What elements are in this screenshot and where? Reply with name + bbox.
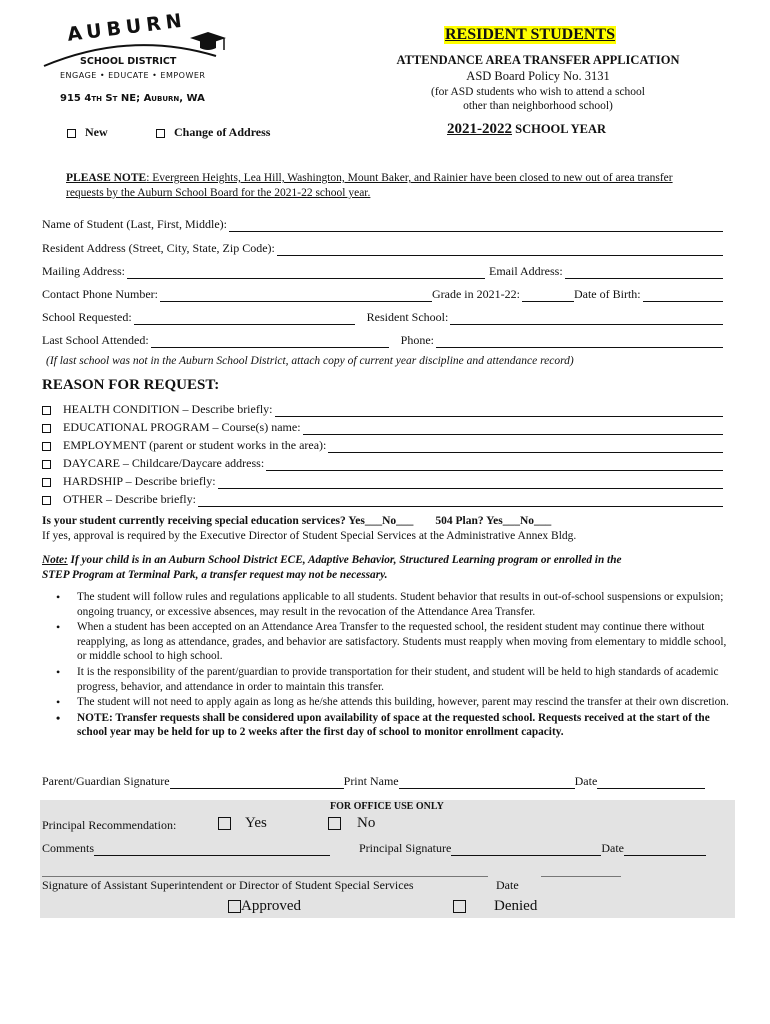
reason-label: HARDSHIP – Describe briefly:	[63, 474, 216, 488]
email-field[interactable]	[565, 267, 723, 279]
school-year-suffix: SCHOOL YEAR	[512, 122, 607, 136]
change-address-checkbox[interactable]	[156, 129, 165, 138]
rule-item: • The student will not need to apply again as long as he/she attends this building, however, parent may rescind the transfer at their own discretion.	[42, 695, 730, 710]
change-address-label: Change of Address	[174, 125, 271, 139]
please-note-text-2: requests by the Auburn School Board for the 2021-22 school year.	[66, 187, 371, 199]
denied-checkbox[interactable]	[453, 900, 466, 913]
reason-checkbox[interactable]	[42, 460, 51, 469]
reason-option[interactable]	[42, 456, 723, 471]
special-ed-approval: If yes, approval is required by the Executive Director of Student Special Services at the Administrative Annex Bldg.	[42, 530, 577, 542]
parent-signature-field[interactable]	[170, 788, 344, 789]
policy-number: ASD Board Policy No. 3131	[466, 69, 610, 83]
dob-field[interactable]	[643, 290, 723, 302]
district-address: 915 4th St NE; Auburn, WA	[60, 93, 205, 104]
comments-label: Comments	[42, 841, 95, 855]
principal-date-label: Date	[601, 841, 624, 855]
reason-checkbox[interactable]	[42, 478, 51, 487]
school-phone-field[interactable]	[436, 336, 723, 348]
logo-district: SCHOOL DISTRICT	[80, 56, 177, 67]
reason-field[interactable]	[198, 495, 723, 507]
office-use-heading: FOR OFFICE USE ONLY	[330, 801, 444, 812]
signature-date-label: Date	[574, 774, 598, 788]
logo-tagline: ENGAGE • EDUCATE • EMPOWER	[60, 71, 206, 80]
school-requested-label: School Requested:	[42, 310, 132, 324]
eligibility-note-2: other than neighborhood school)	[463, 100, 613, 112]
special-ed-text: Is your student currently receiving special education services? Yes___No___	[42, 515, 414, 527]
asst-signature-label: Signature of Assistant Superintendent or Director of Student Special Services	[42, 878, 414, 892]
principal-signature-field[interactable]	[451, 855, 601, 856]
principal-signature-label: Principal Signature	[359, 841, 452, 855]
change-address-option[interactable]	[156, 125, 270, 140]
print-name-label: Print Name	[343, 774, 399, 788]
recommend-no-checkbox[interactable]	[328, 817, 341, 830]
denied-label: Denied	[494, 898, 538, 914]
eligibility-note-1: (for ASD students who wish to attend a school	[430, 86, 645, 98]
asst-date-label: Date	[496, 878, 519, 892]
last-school-label: Last School Attended:	[42, 333, 149, 347]
new-option[interactable]	[67, 125, 108, 140]
grade-label: Grade in 2021-22:	[431, 287, 520, 301]
grade-field[interactable]	[522, 290, 574, 302]
program-note-label: Note:	[42, 554, 68, 566]
mailing-address-label: Mailing Address:	[42, 264, 125, 278]
signature-date-field[interactable]	[597, 788, 705, 789]
approved-label: Approved	[241, 898, 301, 914]
recommend-no-label: No	[357, 815, 376, 831]
asst-date-line[interactable]	[541, 876, 621, 877]
last-school-field[interactable]	[151, 336, 389, 348]
school-requested-row	[42, 310, 723, 325]
resident-address-row	[42, 241, 723, 256]
reason-option[interactable]	[42, 402, 723, 417]
rule-item-capacity: • NOTE: Transfer requests shall be considered upon availability of space at the requested school. Requests received at the start of the school year may be held for up to 2 weeks after the first day of school to monitor enrollment capacity.	[42, 711, 730, 740]
reason-checkbox[interactable]	[42, 496, 51, 505]
reason-field[interactable]	[328, 441, 723, 453]
program-note	[42, 553, 732, 583]
rule-item: • It is the responsibility of the parent/guardian to provide transportation for their student, and student will be held to high standards of academic progress, behavior, and attendance in order to maintain this transfer.	[42, 665, 730, 694]
reason-option[interactable]	[42, 438, 723, 453]
resident-address-label: Resident Address (Street, City, State, Zip Code):	[42, 241, 275, 255]
resident-school-field[interactable]	[450, 313, 723, 325]
reason-field[interactable]	[266, 459, 723, 471]
rules-list	[42, 590, 730, 741]
school-phone-label: Phone:	[400, 333, 434, 347]
rule-item: • The student will follow rules and regulations applicable to all students. Student behavior that results in out-of-school suspensions or expulsion; ongoing truancy, or excessive absences, may result in the revocation of the Attendance Area Transfer.	[42, 590, 730, 619]
reason-label: HEALTH CONDITION – Describe briefly:	[63, 402, 273, 416]
form-title: ATTENDANCE AREA TRANSFER APPLICATION	[396, 53, 680, 67]
program-note-text-2: STEP Program at Terminal Park, a transfer request may not be necessary.	[42, 569, 388, 581]
principal-signature-row	[359, 841, 706, 856]
phone-grade-dob-row	[42, 287, 723, 302]
last-school-row	[42, 333, 723, 348]
student-name-field[interactable]	[229, 220, 723, 232]
reason-checkbox[interactable]	[42, 424, 51, 433]
recommend-yes-label: Yes	[245, 815, 267, 831]
asst-signature-line[interactable]	[42, 876, 488, 877]
reason-label: EMPLOYMENT (parent or student works in the area):	[63, 438, 327, 452]
print-name-field[interactable]	[399, 788, 575, 789]
reason-label: EDUCATIONAL PROGRAM – Course(s) name:	[63, 420, 301, 434]
comments-row	[42, 841, 330, 856]
student-name-row	[42, 217, 723, 232]
reason-checkbox[interactable]	[42, 442, 51, 451]
email-label: Email Address:	[489, 264, 563, 278]
approved-checkbox[interactable]	[228, 900, 241, 913]
program-note-text-1: If your child is in an Auburn School District ECE, Adaptive Behavior, Structured Learning program or enrolled in the	[67, 554, 622, 566]
please-note-label: PLEASE NOTE	[66, 172, 147, 184]
banner-text: RESIDENT STUDENTS	[445, 26, 615, 43]
reason-heading: REASON FOR REQUEST:	[42, 377, 220, 393]
reason-label: DAYCARE – Childcare/Daycare address:	[63, 456, 265, 470]
reason-field[interactable]	[275, 405, 723, 417]
dob-label: Date of Birth:	[573, 287, 641, 301]
special-ed-question	[42, 515, 551, 527]
please-note-text-1: : Evergreen Heights, Lea Hill, Washington, Mount Baker, and Rainier have been closed to new out of area transfer	[146, 172, 673, 184]
plan-504-text: 504 Plan? Yes___No___	[435, 515, 552, 527]
comments-field[interactable]	[94, 855, 330, 856]
recommend-no-option[interactable]	[328, 815, 375, 832]
principal-date-field[interactable]	[624, 855, 706, 856]
reason-field[interactable]	[218, 477, 723, 489]
reason-label: OTHER – Describe briefly:	[63, 492, 196, 506]
parent-signature-label: Parent/Guardian Signature	[42, 774, 170, 788]
principal-recommendation-label: Principal Recommendation:	[42, 818, 177, 832]
denied-option[interactable]	[453, 898, 537, 915]
reason-option[interactable]	[42, 492, 723, 507]
district-logo	[40, 9, 240, 82]
reason-option[interactable]	[42, 474, 723, 489]
school-year-value: 2021-2022	[447, 121, 512, 137]
recommend-yes-checkbox[interactable]	[218, 817, 231, 830]
new-label: New	[85, 125, 108, 139]
last-school-note: (If last school was not in the Auburn School District, attach copy of current year discipline and attendance record)	[46, 355, 574, 367]
new-checkbox[interactable]	[67, 129, 76, 138]
resident-students-banner	[444, 26, 616, 44]
contact-phone-label: Contact Phone Number:	[42, 287, 158, 301]
school-year	[447, 121, 606, 138]
student-name-label: Name of Student (Last, First, Middle):	[42, 217, 227, 231]
recommend-yes-option[interactable]	[218, 815, 267, 832]
contact-phone-field[interactable]	[160, 290, 432, 302]
signature-row	[42, 774, 705, 789]
reason-checkbox[interactable]	[42, 406, 51, 415]
rule-item: • When a student has been accepted on an Attendance Area Transfer to the requested school, the resident student may continue there without reapplying, as long as attendance, grades, and behavior are satisfactory. Students must reapply when moving from elementary to middle school, or middle school to high school.	[42, 620, 730, 664]
please-note	[66, 171, 726, 201]
approved-option[interactable]	[228, 898, 301, 915]
resident-school-label: Resident School:	[366, 310, 449, 324]
resident-address-field[interactable]	[277, 244, 723, 256]
reason-option[interactable]	[42, 420, 723, 435]
mailing-address-field[interactable]	[127, 267, 485, 279]
reason-field[interactable]	[303, 423, 723, 435]
mailing-email-row	[42, 264, 723, 279]
logo-word: AUBURN	[66, 9, 188, 46]
school-requested-field[interactable]	[134, 313, 355, 325]
